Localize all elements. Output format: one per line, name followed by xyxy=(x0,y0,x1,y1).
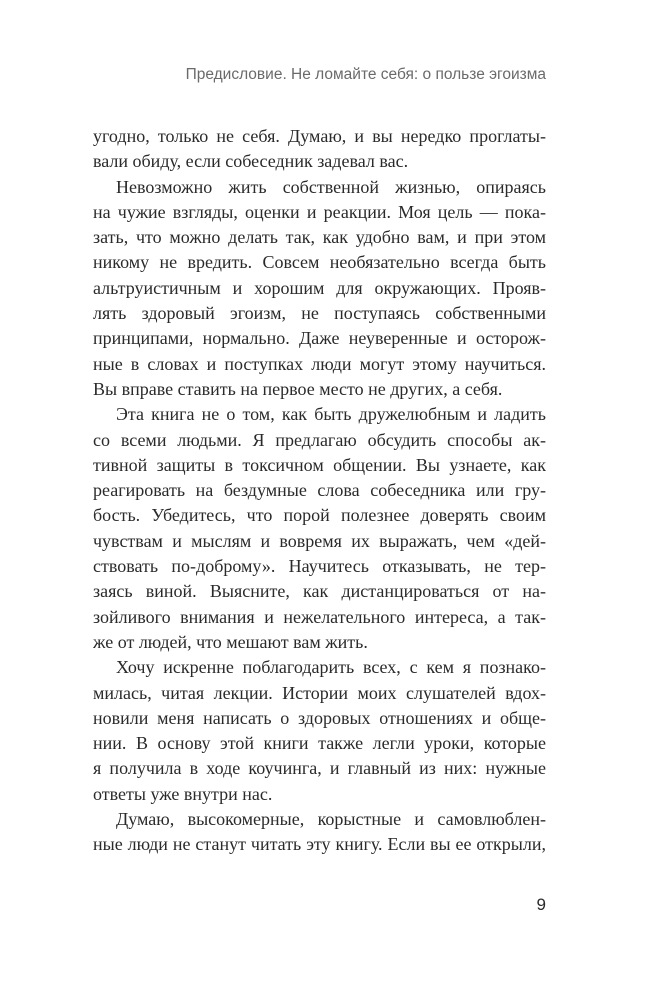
text-line: реагировать на бездумные слова собеседника или гру- xyxy=(93,480,546,501)
text-line: милась, читая лекции. Истории моих слушателей вдох- xyxy=(93,682,546,703)
text-line: бость. Убедитесь, что порой полезнее доверять своим xyxy=(93,505,546,526)
text-line: на чужие взгляды, оценки и реакции. Моя цель — пока- xyxy=(93,201,546,222)
text-line: новили меня написать о здоровых отношениях и обще- xyxy=(93,707,546,728)
text-line: угодно, только не себя. Думаю, и вы нередко проглаты- xyxy=(93,126,546,146)
text-line: Вы вправе ставить на первое место не других, а себя. xyxy=(93,378,503,399)
text-line: ные люди не станут читать эту книгу. Если вы ее открыли, xyxy=(93,834,546,855)
text-line: никому не вредить. Совсем необязательно всегда быть xyxy=(93,252,546,273)
text-line: Хочу искренне поблагодарить всех, с кем я познако- xyxy=(116,657,546,678)
text-line: вали обиду, если собеседник задевал вас. xyxy=(93,151,409,172)
text-line: ответы уже внутри нас. xyxy=(93,783,273,804)
text-line: ствовать по-доброму». Научитесь отказывать, не тер- xyxy=(93,556,546,577)
text-line: нии. В основу этой книги также легли уроки, которые xyxy=(93,733,546,754)
text-line: я получила в ходе коучинга, и главный из них: нужные xyxy=(93,758,546,779)
paragraph xyxy=(93,124,546,175)
text-line: Невозможно жить собственной жизнью, опираясь xyxy=(116,176,546,197)
text-line: чувствам и мыслям и вовремя их выражать, чем «дей- xyxy=(93,530,546,551)
paragraph xyxy=(93,175,546,403)
text-line: Эта книга не о том, как быть дружелюбным и ладить xyxy=(116,404,546,425)
text-line: лять здоровый эгоизм, не поступаясь собственными xyxy=(93,303,546,324)
text-line: принципами, нормально. Даже неуверенные и осторож- xyxy=(93,328,546,349)
paragraph xyxy=(93,655,546,807)
text-line: альтруистичным и хорошим для окружающих. Прояв- xyxy=(93,277,546,298)
text-line: со всеми людьми. Я предлагаю обсудить способы ак- xyxy=(93,429,546,450)
body-text xyxy=(93,124,546,858)
text-line: тивной защиты в токсичном общении. Вы узнаете, как xyxy=(93,454,546,475)
paragraph xyxy=(93,402,546,655)
text-line: заясь виной. Выясните, как дистанцироваться от на- xyxy=(93,581,546,602)
text-line: зать, что можно делать так, как удобно вам, и при этом xyxy=(93,227,546,248)
paragraph xyxy=(93,807,546,858)
text-line: зойливого внимания и нежелательного интереса, а так- xyxy=(93,606,546,627)
running-head: Предисловие. Не ломайте себя: о пользе эгоизма xyxy=(185,66,546,83)
page-number: 9 xyxy=(536,895,546,914)
text-line: Думаю, высокомерные, корыстные и самовлюблен- xyxy=(116,809,546,830)
text-line: же от людей, что мешают вам жить. xyxy=(93,631,368,652)
text-line: ные в словах и поступках люди могут этому научиться. xyxy=(93,353,546,374)
